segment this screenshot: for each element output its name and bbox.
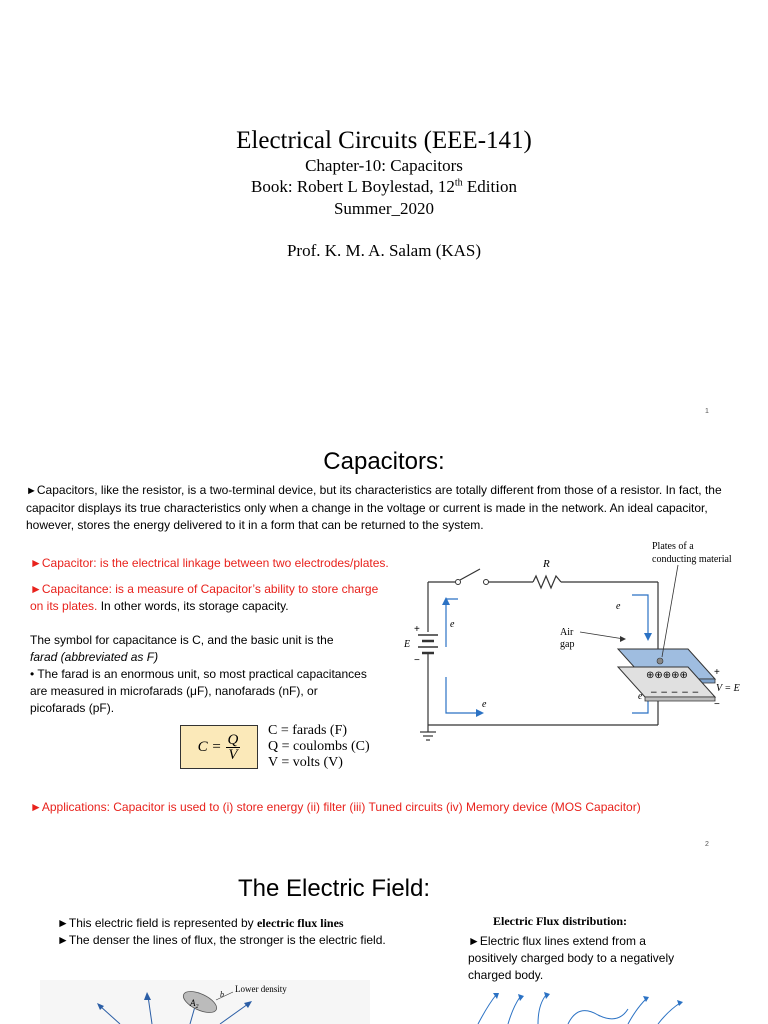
plates-label-line1: Plates of a [652,541,694,552]
bullet-marker: ► [26,485,37,497]
book-superscript: th [454,177,463,189]
terminal-contact [657,658,663,664]
electron-label-right-top: e [616,601,621,612]
air-gap-pointer [580,632,624,639]
capacitor-circuit-diagram [400,537,750,752]
point-label: b [220,990,224,999]
chapter-line: Chapter-10: Capacitors [305,156,463,175]
intro-text: Capacitors, like the resistor, is a two-terminal device, but its characteristics are totally different from those of a resistor. In fact, the capacitor displays its true characteristics only when a change in the voltage or current is made in the network. An ideal capacitor, however, stores the energy delivered to it in a form that can be returned to the system. [26,483,722,532]
term-line: Summer_2020 [333,199,435,218]
intro-paragraph [26,482,744,534]
electron-flow-arrow-right-top [632,595,648,637]
formula-fraction [226,733,241,762]
flux-lines-bullet [57,915,437,932]
flux-curve [568,1009,628,1024]
author-line: Prof. K. M. A. Salam (KAS) [286,241,482,260]
arrowhead-right-top [644,633,652,641]
flux-curve [628,999,646,1024]
definition-farads: C = farads (F) [268,723,348,738]
air-gap-arrowhead [620,636,626,642]
battery-plus: + [414,624,420,635]
book-prefix: Book: Robert L Boylestad, 12 [251,177,455,196]
gap-label: gap [560,639,575,650]
slide-1 [0,0,768,425]
plates-pointer [662,565,678,657]
plates-label-line2: conducting material [652,554,732,565]
source-label: E [404,639,411,650]
slide-2 [0,425,768,855]
flux-curve-arrow [544,992,550,999]
slide-3 [0,855,768,1024]
flux-curve [538,995,546,1024]
arrowhead-bottom [476,709,484,717]
arrowhead-left [442,597,450,605]
resistor-label: R [543,558,550,570]
flux-curve-arrow [518,994,524,1001]
flux-curve-arrow [677,1000,683,1006]
voltage-label: V = E [716,683,740,694]
unit-definitions [268,723,370,771]
switch-terminal-left [456,580,461,585]
flux-lines-bold: electric flux lines [256,916,344,930]
electron-label-bottom: e [482,699,487,710]
definition-volts: V = volts (V) [268,755,343,770]
formula-denominator: V [228,746,238,763]
book-suffix: Edition [462,177,517,196]
electron-flow-arrow-bottom [446,677,480,713]
book-line [0,177,768,197]
slide-title: The Electric Field: [237,875,431,902]
switch-blade [460,569,480,580]
capacitor-definition: ►Capacitor: is the electrical linkage between two electrodes/plates. [30,556,389,570]
area-label: $A_2$ [190,998,199,1010]
flux-curve [478,995,496,1024]
definition-coulombs: Q = coulombs (C) [268,739,370,754]
positive-charges: ⊕⊕⊕⊕⊕ [646,670,688,681]
flux-curve [508,997,520,1024]
slide-title: Capacitors: [323,448,445,475]
symbol-paragraph [30,632,375,717]
capacitance-black-text: In other words, its storage capacity. [97,599,289,613]
formula-numerator: Q [227,731,239,748]
symbol-text: The symbol for capacitance is C, and the basic unit is the [30,633,334,647]
capacitance-formula [180,725,258,769]
capacitance-definition [30,581,380,615]
battery-minus: − [414,655,420,666]
resistor-symbol [533,576,561,588]
field-bullets [57,915,437,949]
farad-text: farad (abbreviated as F) [30,650,159,664]
lower-density-label: Lower density [235,984,287,994]
capacitance-red-text: ►Capacitance: is a measure of Capacitor’s ability to store charge on its plates. [30,582,379,613]
plate-plus: + [714,667,720,678]
flux-distribution-figure [468,985,700,1024]
flux-curve [658,1003,680,1024]
flux-density-figure [40,980,370,1024]
flux-distribution-title: Electric Flux distribution: [493,914,627,928]
electron-label-left: e [450,619,455,630]
flux-lines-prefix: ►This electric field is represented by [57,916,257,930]
page-number: 1 [705,408,709,415]
page-number: 2 [705,841,709,848]
course-title: Electrical Circuits (EEE-141) [236,127,532,154]
switch-terminal-right [484,580,489,585]
plate-minus: − [714,699,720,710]
applications-line: ►Applications: Capacitor is used to (i) store energy (ii) filter (iii) Tuned circuits (iv) Memory device (MOS Capacitor) [30,800,641,814]
electron-label-right-bottom: e [638,691,643,702]
negative-charges: − − − − − [650,688,700,698]
air-label: Air [560,627,574,638]
flux-distribution-text: ►Electric flux lines extend from a positively charged body to a negatively charged body. [468,934,675,982]
formula-lhs: C = [197,738,222,755]
farad-note: • The farad is an enormous unit, so most practical capacitances are measured in microfarads (μF), nanofarads (nF), or picofarads (pF). [30,667,367,715]
density-bullet: ►The denser the lines of flux, the stronger is the electric field. [57,933,386,947]
